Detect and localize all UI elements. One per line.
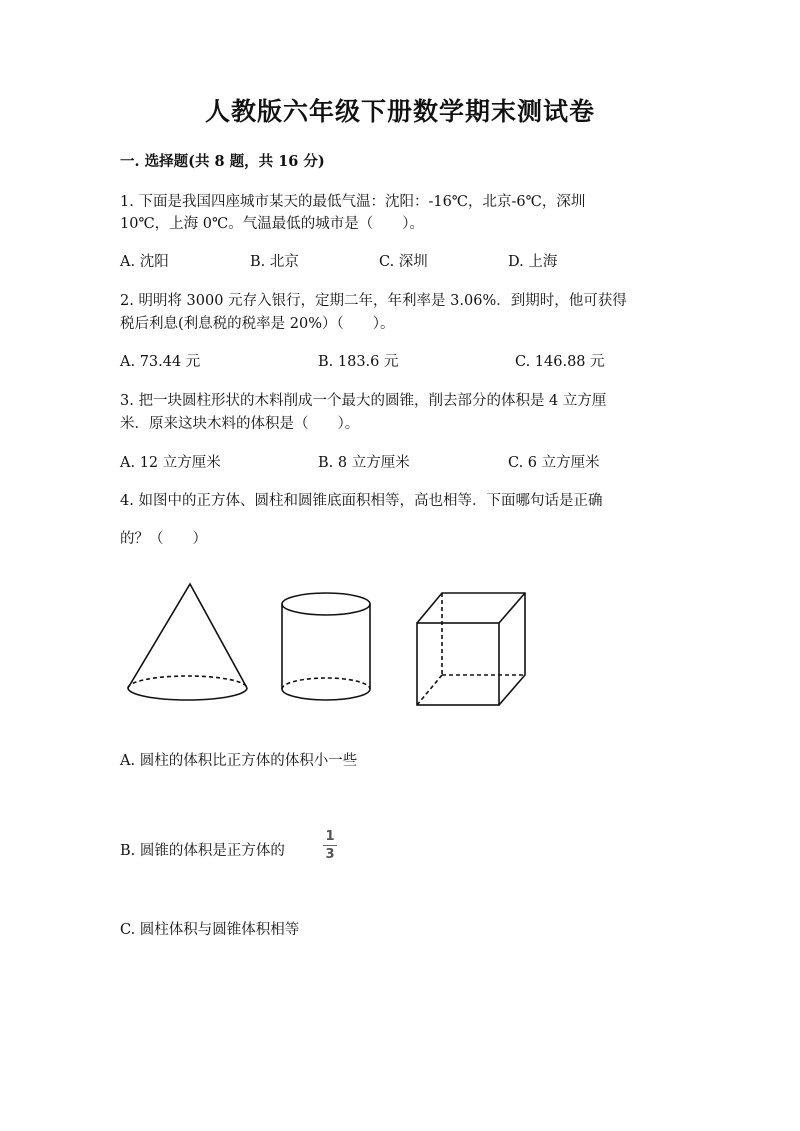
fraction-denominator: 3 — [325, 847, 335, 863]
question-3-option-c: C. 6 立方厘米 — [508, 455, 600, 471]
cube-figure — [417, 593, 525, 705]
fraction-bar — [323, 845, 337, 846]
cone-figure — [128, 584, 247, 700]
question-1-option-b: B. 北京 — [250, 254, 299, 270]
question-1-option-a: A. 沈阳 — [120, 254, 169, 270]
question-2-option-b: B. 183.6 元 — [318, 354, 399, 370]
page-title: 人教版六年级下册数学期末测试卷 — [204, 97, 595, 126]
question-4-option-a: A. 圆柱的体积比正方体的体积小一些 — [120, 753, 358, 769]
question-2-option-a: A. 73.44 元 — [120, 354, 201, 370]
fraction-numerator: 1 — [325, 829, 335, 844]
question-4-option-c: C. 圆柱体积与圆锥体积相等 — [120, 922, 300, 938]
question-1-line-2: 10℃，上海 0℃。气温最低的城市是（ ）。 — [120, 216, 424, 232]
question-3-line-2: 米．原来这块木料的体积是（ ）。 — [120, 416, 360, 432]
question-1-option-d: D. 上海 — [508, 254, 558, 270]
question-2-option-c: C. 146.88 元 — [515, 354, 605, 370]
question-3-option-b: B. 8 立方厘米 — [318, 455, 410, 471]
question-1-line-1: 1. 下面是我国四座城市某天的最低气温：沈阳：-16℃，北京-6℃，深圳 — [120, 194, 586, 210]
question-3-option-a: A. 12 立方厘米 — [120, 455, 221, 471]
section-heading: 一. 选择题(共 8 题，共 16 分) — [120, 153, 325, 170]
cylinder-figure — [282, 593, 370, 700]
question-4-option-b: B. 圆锥的体积是正方体的 — [120, 843, 285, 859]
question-3-line-1: 3. 把一块圆柱形状的木料削成一个最大的圆锥，削去部分的体积是 4 立方厘 — [120, 393, 607, 409]
question-1-option-c: C. 深圳 — [379, 254, 428, 270]
question-2-line-1: 2. 明明将 3000 元存入银行，定期二年，年利率是 3.06%．到期时，他可获得 — [120, 293, 627, 309]
one-third-fraction — [322, 830, 338, 861]
question-2-line-2: 税后利息(利息税的税率是 20%）（ ）。 — [120, 316, 395, 332]
question-4-line-2: 的？（ ） — [120, 531, 207, 547]
question-4-line-1: 4. 如图中的正方体、圆柱和圆锥底面积相等，高也相等．下面哪句话是正确 — [120, 493, 603, 509]
